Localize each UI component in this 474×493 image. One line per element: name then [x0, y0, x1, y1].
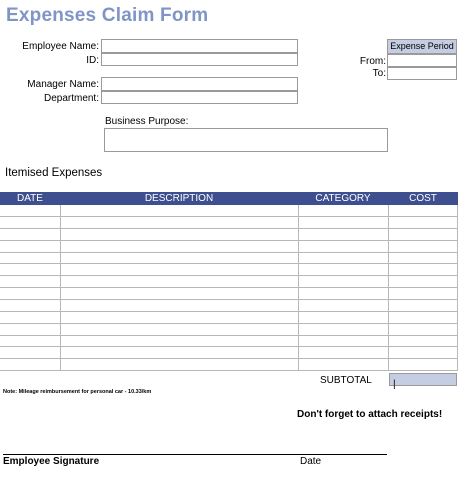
business-purpose-field[interactable] [104, 128, 388, 152]
receipt-reminder: Don't forget to attach receipts! [297, 409, 443, 420]
col-divider [388, 205, 389, 371]
table-header [0, 192, 458, 205]
subtotal-value: | [393, 379, 396, 390]
subtotal-label: SUBTOTAL [320, 375, 372, 386]
subtotal-field[interactable] [389, 373, 457, 390]
table-row[interactable] [0, 205, 458, 217]
col-description-header: DESCRIPTION [144, 193, 214, 204]
employee-id-field[interactable] [101, 53, 298, 66]
table-row[interactable] [0, 312, 458, 324]
employee-signature-label: Employee Signature [3, 456, 100, 467]
date-label: Date [300, 456, 322, 467]
employee-id-label: ID: [86, 55, 99, 66]
expense-period-header: Expense Period [387, 39, 457, 54]
department-label: Department: [43, 93, 99, 104]
col-divider [457, 205, 458, 371]
to-label: To: [372, 68, 386, 79]
manager-name-label: Manager Name: [27, 79, 99, 90]
to-date-field[interactable] [387, 67, 457, 80]
table-row[interactable] [0, 229, 458, 241]
table-row[interactable] [0, 300, 458, 312]
employee-name-label: Employee Name: [22, 41, 99, 52]
col-category-header: CATEGORY [315, 193, 371, 204]
employee-name-field[interactable] [101, 39, 298, 53]
col-date-header: DATE [17, 193, 43, 204]
table-row[interactable] [0, 324, 458, 336]
table-row[interactable] [0, 217, 458, 229]
col-divider [298, 205, 299, 371]
table-row[interactable] [0, 276, 458, 288]
expenses-table [0, 192, 458, 372]
table-row[interactable] [0, 335, 458, 347]
table-row[interactable] [0, 252, 458, 264]
business-purpose-label: Business Purpose: [105, 116, 189, 127]
manager-name-field[interactable] [101, 77, 298, 91]
mileage-note: Note: Mileage reimbursement for personal car - 10.33/km [3, 389, 152, 395]
table-row[interactable] [0, 347, 458, 359]
col-divider [60, 205, 61, 371]
table-row[interactable] [0, 241, 458, 253]
from-date-field[interactable] [387, 54, 457, 67]
table-row[interactable] [0, 264, 458, 276]
form-title: Expenses Claim Form [6, 5, 209, 26]
table-row[interactable] [0, 359, 458, 371]
col-cost-header: COST [409, 193, 437, 204]
table-row[interactable] [0, 288, 458, 300]
from-label: From: [359, 56, 386, 67]
signature-line [3, 454, 387, 455]
section-title: Itemised Expenses [5, 167, 103, 179]
department-field[interactable] [101, 91, 298, 104]
